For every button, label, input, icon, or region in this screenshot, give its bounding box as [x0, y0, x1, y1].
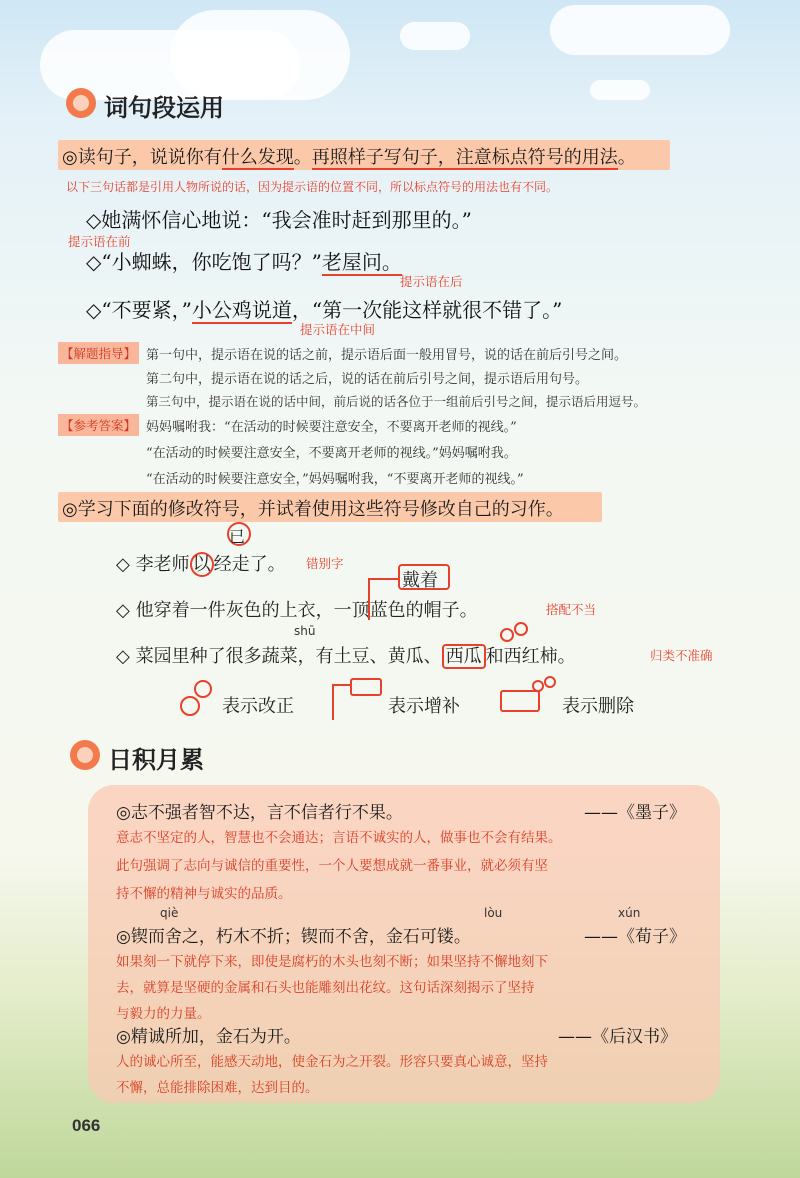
example-sentence-2 — [86, 246, 402, 275]
prompt-underlined: 什么发现 — [221, 147, 294, 168]
pinyin-lou: lòu — [484, 906, 503, 920]
edit-text: 和西红柿。 — [485, 646, 576, 667]
edit-sentence-2 — [116, 596, 478, 622]
edit-wrong-char: 以 — [190, 552, 214, 577]
insertion-line — [368, 578, 400, 620]
prompt-underlined: 注意标点符号的用法 — [455, 147, 618, 168]
example-note-1: 提示语在前 — [68, 234, 131, 249]
answer-tag: 【参考答案】 — [58, 414, 139, 436]
quote-1-note-2: 此句强调了志向与诚信的重要性，一个人要想成就一番事业，就必须有坚 — [116, 858, 548, 874]
legend-delete-loop-b — [544, 676, 556, 688]
section-title-1: 词句段运用 — [104, 94, 224, 122]
quote-2-text: ◎锲而舍之，朽木不折；锲而不舍，金石可镂。 — [116, 927, 471, 947]
quote-1-note-1: 意志不坚定的人，智慧也不会通达；言语不诚实的人，做事也不会有结果。 — [116, 830, 562, 846]
pinyin-qie: qiè — [160, 906, 179, 920]
guide-line-3: 第三句中，提示语在说的话中间，前后说的话各位于一组前后引号之间，提示语后用逗号。 — [146, 394, 647, 409]
quote-3-text: ◎精诚所加，金石为开。 — [116, 1027, 301, 1047]
cloud-5 — [590, 80, 650, 100]
quote-2-source: ——《荀子》 — [584, 927, 686, 947]
edit-sentence-3 — [116, 642, 576, 668]
prompt-text: 。 — [293, 147, 312, 168]
answer-line-1: 妈妈嘱咐我：“在活动的时候要注意安全，不要离开老师的视线。” — [146, 420, 517, 435]
edit-text: ◇ 李老师 — [116, 554, 190, 575]
edit-note-3: 归类不准确 — [650, 648, 713, 663]
edit-text: 一顶蓝色的帽子。 — [333, 600, 478, 621]
pinyin-shu: shū — [294, 624, 316, 638]
edit-note-1: 错别字 — [306, 556, 344, 571]
edit-sentence-1 — [116, 550, 286, 576]
example-sentence-3 — [86, 294, 562, 323]
guide-line-2: 第二句中，提示语在说的话之后，说的话在前后引号之间，提示语后用句号。 — [146, 372, 589, 387]
question-prompt-2: ◎学习下面的修改符号，并试着使用这些符号修改自己的习作。 — [62, 499, 564, 520]
example-underlined: 小公鸡说道 — [191, 298, 292, 322]
question-prompt-1 — [62, 143, 636, 169]
legend-insert-symbol — [332, 684, 352, 720]
quote-3-source: ——《后汉书》 — [558, 1027, 677, 1047]
quote-1-text: ◎志不强者智不达，言不信者行不果。 — [116, 803, 403, 823]
example-text: ◇“不要紧，” — [86, 298, 192, 322]
quote-2-note-2: 去，就算是坚硬的金属和石头也能雕刻出花纹。这句话深刻揭示了坚持 — [116, 980, 535, 996]
legend-correct-symbol-b — [194, 680, 212, 698]
deletion-loop-1 — [500, 628, 514, 642]
insertion-text: 戴着 — [402, 570, 438, 591]
quote-1-note-3: 持不懈的精神与诚实的品质。 — [116, 886, 292, 902]
pinyin-xun: xún — [618, 906, 641, 920]
quote-1-source: ——《墨子》 — [584, 803, 686, 823]
page-number: 066 — [72, 1116, 101, 1135]
cloud-3 — [400, 22, 470, 50]
quote-2-note-3: 与毅力的力量。 — [116, 1006, 211, 1022]
guide-tag: 【解题指导】 — [58, 342, 139, 364]
prompt-underlined: 再照样子写句子， — [311, 147, 456, 168]
example-text: ，“第一次能这样就很不错了。” — [291, 298, 563, 322]
answer-line-2: “在活动的时候要注意安全，不要离开老师的视线。”妈妈嘱咐我。 — [146, 446, 517, 461]
answer-line-3: “在活动的时候要注意安全，”妈妈嘱咐我，“不要离开老师的视线。” — [146, 472, 524, 487]
edit-text: ◇ 他穿着一件灰色的上衣， — [116, 600, 334, 621]
example-note-2: 提示语在后 — [400, 274, 463, 289]
deletion-loop-2 — [514, 622, 528, 636]
edit-note-2: 搭配不当 — [546, 602, 597, 617]
cloud-4 — [550, 5, 730, 55]
section-icon-2 — [70, 740, 100, 770]
example-text: ◇“小蜘蛛，你吃饱了吗？” — [86, 250, 322, 274]
legend-delete-loop — [532, 680, 544, 692]
edit-text: 经走了。 — [213, 554, 286, 575]
legend-correct-symbol — [180, 696, 200, 716]
quote-3-note-1: 人的诚心所至，能感天动地，使金石为之开裂。形容只要真心诚意，坚持 — [116, 1054, 548, 1070]
legend-delete-label: 表示删除 — [562, 696, 634, 717]
handwritten-note: 以下三句话都是引用人物所说的话，因为提示语的位置不同，所以标点符号的用法也有不同。 — [66, 180, 559, 194]
prompt-text: ◎读句子，说说你有 — [62, 147, 222, 168]
example-underlined: 老屋问。 — [321, 250, 402, 274]
correction-char: 已 — [229, 527, 246, 546]
legend-insert-label: 表示增补 — [388, 696, 460, 717]
example-note-3: 提示语在中间 — [300, 322, 376, 337]
section-title-2: 日积月累 — [108, 746, 204, 774]
prompt-text: 。 — [617, 147, 636, 168]
section-icon — [66, 88, 96, 118]
edit-text: ◇ 菜园里种了很多蔬菜，有土豆、黄瓜、 — [116, 646, 442, 667]
legend-delete-box — [500, 690, 540, 712]
cloud-2 — [170, 10, 350, 100]
legend-insert-box — [350, 678, 382, 696]
example-sentence-1: ◇她满怀信心地说：“我会准时赶到那里的。” — [86, 208, 472, 232]
quote-2-note-1: 如果刻一下就停下来，即使是腐朽的木头也刻不断；如果坚持不懈地刻下 — [116, 954, 548, 970]
legend-correct-label: 表示改正 — [222, 696, 294, 717]
edit-deleted-word: 西瓜 — [442, 644, 486, 669]
quote-3-note-2: 不懈，总能排除困难，达到目的。 — [116, 1080, 319, 1096]
guide-line-1: 第一句中，提示语在说的话之前，提示语后面一般用冒号，说的话在前后引号之间。 — [146, 348, 628, 363]
